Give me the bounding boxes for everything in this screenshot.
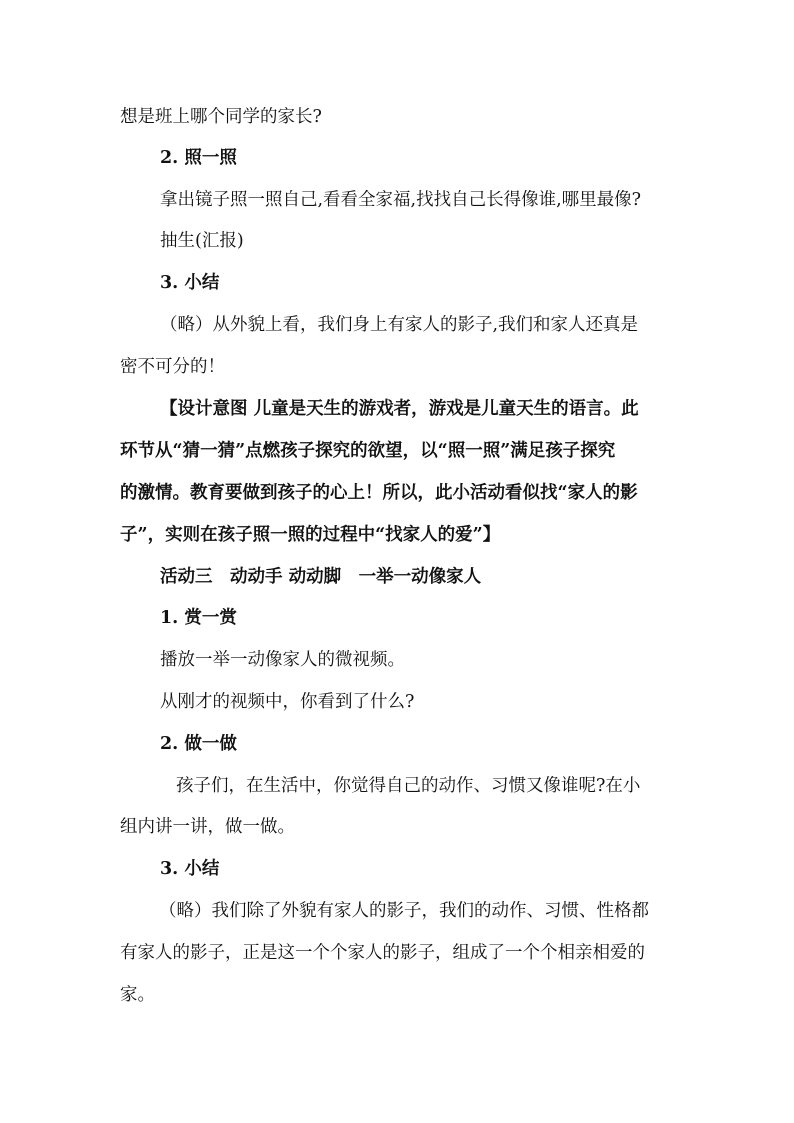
paragraph-summary-1-line-2: 密不可分的！ (120, 357, 225, 377)
paragraph-mirror-activity: 拿出镜子照一照自己,看看全家福,找找自己长得像谁,哪里最像? (160, 190, 642, 210)
paragraph-summary-2-line-1: （略）我们除了外貌有家人的影子，我们的动作、习惯、性格都 (159, 901, 649, 921)
paragraph-continuation: 想是班上哪个同学的家长? (120, 107, 322, 127)
activity-three-heading: 活动三 动动手 动动脚 一举一动像家人 (160, 567, 482, 587)
design-intent-line-4: 子”，实则在孩子照一照的过程中“找家人的爱”】 (120, 525, 501, 545)
paragraph-summary-1-line-1: （略）从外貌上看，我们身上有家人的影子,我们和家人还真是 (160, 315, 639, 335)
design-intent-line-2: 环节从“猜一猜”点燃孩子探究的欲望，以“照一照”满足孩子探究 (120, 441, 616, 461)
section-heading-summary-2: 3. 小结 (160, 859, 220, 879)
section-heading-shang-yi-shang: 1. 赏一赏 (160, 608, 237, 628)
paragraph-summary-2-line-2: 有家人的影子，正是这一个个家人的影子，组成了一个个相亲相爱的 (120, 943, 645, 963)
paragraph-play-video: 播放一举一动像家人的微视频。 (160, 650, 405, 670)
section-heading-zuo-yi-zuo: 2. 做一做 (160, 734, 237, 754)
section-heading-zhao-yi-zhao: 2. 照一照 (160, 148, 237, 168)
paragraph-children-line-1: 孩子们，在生活中，你觉得自己的动作、习惯又像谁呢?在小 (176, 776, 641, 796)
paragraph-children-line-2: 组内讲一讲，做一做。 (120, 817, 295, 837)
paragraph-report: 抽生(汇报) (160, 231, 244, 251)
design-intent-line-3: 的激情。教育要做到孩子的心上！所以，此小活动看似找“家人的影 (120, 483, 638, 503)
paragraph-summary-2-line-3: 家。 (120, 985, 155, 1005)
paragraph-question: 从刚才的视频中，你看到了什么? (160, 692, 415, 712)
section-heading-summary-1: 3. 小结 (160, 273, 220, 293)
design-intent-line-1: 【设计意图 儿童是天生的游戏者，游戏是儿童天生的语言。此 (160, 399, 639, 419)
